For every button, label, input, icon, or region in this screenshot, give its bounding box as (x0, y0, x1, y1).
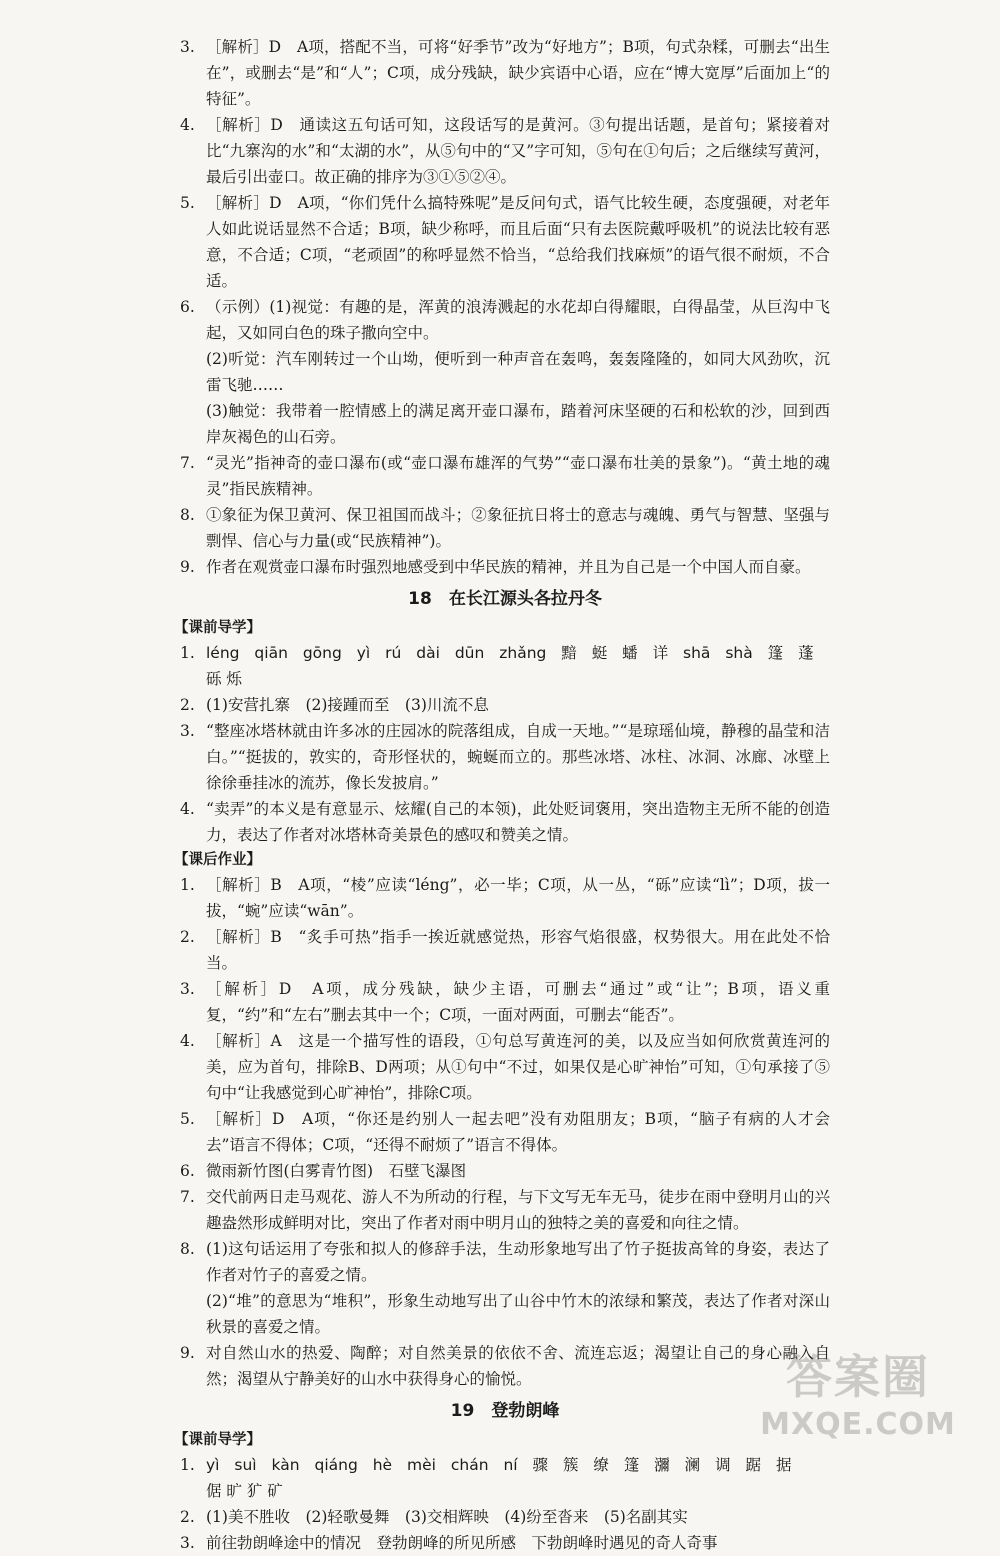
list-item: 5. ［解析］D A项，“你还是约别人一起去吧”没有劝阻朋友；B项，“脑子有病的人才会去”语言不得体；C项，“还得不耐烦了”语言不得体。 (180, 1110, 830, 1154)
list-item: 3. ［解析］D A项，成分残缺，缺少主语，可删去“通过”或“让”；B项，语义重复，“约”和“左右”删去其中一个；C项，一面对两面，可删去“能否”。 (180, 980, 830, 1024)
sub-answer: 倨 旷 犷 矿 (206, 1482, 283, 1500)
section-heading-prelearn: 【课前导学】 (174, 620, 261, 636)
list-item: 4. ［解析］A 这是一个描写性的语段，①句总写黄连河的美，以及应当如何欣赏黄连河的美，应为首句，排除B、D两项；从①句中“不过，如果仅是心旷神怡”可知，①句承接了⑤句中“让我感觉到心旷神怡”，排除C项。 (180, 1032, 830, 1102)
section-heading-homework: 【课后作业】 (174, 852, 261, 868)
list-item: 7. 交代前两日走马观花、游人不为所动的行程，与下文写无车无马，徒步在雨中登明月山的兴趣盎然形成鲜明对比，突出了作者对雨中明月山的独特之美的喜爱和向往之情。 (180, 1188, 830, 1232)
watermark-logo: 答案圈 (786, 1350, 930, 1404)
lesson-19-title: 19 登勃朗峰 (450, 1401, 560, 1421)
sub-answer: 砾 烁 (206, 670, 242, 688)
list-item: 1. léng qiān gōng yì rú dài dūn zhǎng 黯 蜓 蟠 详 shā shà 篷 蓬 (180, 644, 814, 662)
sub-answer: (3)触觉：我带着一腔情感上的满足离开壶口瀑布，踏着河床坚硬的石和松软的沙，回到西岸灰褐色的山石旁。 (206, 402, 830, 446)
section-heading-prelearn: 【课前导学】 (174, 1432, 261, 1448)
sub-answer: (2)听觉：汽车刚转过一个山坳，便听到一种声音在轰鸣，轰轰隆隆的，如同大风劲吹，沉雷飞驰…… (206, 350, 830, 394)
list-item: 3. ［解析］D A项，搭配不当，可将“好季节”改为“好地方”；B项，句式杂糅，可删去“出生在”，或删去“是”和“人”；C项，成分残缺，缺少宾语中心语，应在“博大宽厚”后面加上“的特征”。 (180, 38, 830, 108)
list-item: 2. ［解析］B “炙手可热”指手一挨近就感觉热，形容气焰很盛，权势很大。用在此处不恰当。 (180, 928, 830, 972)
list-item: 6. 微雨新竹图(白雾青竹图) 石壁飞瀑图 (180, 1162, 467, 1180)
list-item: 4. “卖弄”的本义是有意显示、炫耀(自己的本领)，此处贬词褒用，突出造物主无所不能的创造力，表达了作者对冰塔林奇美景色的感叹和赞美之情。 (180, 800, 830, 844)
list-item: 9. 对自然山水的热爱、陶醉；对自然美景的依依不舍、流连忘返；渴望让自己的身心融入自然；渴望从宁静美好的山水中获得身心的愉悦。 (180, 1344, 830, 1388)
watermark-url: MXQE.COM (760, 1407, 956, 1442)
list-item: 9. 作者在观赏壶口瀑布时强烈地感受到中华民族的精神，并且为自己是一个中国人而自豪。 (180, 558, 811, 576)
answers-lesson17 (180, 34, 830, 580)
list-item: 8. ①象征为保卫黄河、保卫祖国而战斗；②象征抗日将士的意志与魂魄、勇气与智慧、坚强与剽悍、信心与力量(或“民族精神”)。 (180, 506, 830, 550)
list-item: 3. “整座冰塔林就由许多冰的庄园冰的院落组成，自成一天地。”“是琼瑶仙境，静穆的晶莹和洁白。”“挺拔的，敦实的，奇形怪状的，蜿蜒而立的。那些冰塔、冰柱、冰洞、冰廊、冰壁上徐徐垂挂冰的流苏，像长发披肩。” (180, 722, 830, 792)
list-item: 4. ［解析］D 通读这五句话可知，这段话写的是黄河。③句提出话题，是首句；紧接着对比“九寨沟的水”和“太湖的水”，从⑤句中的“又”字可知，⑤句在①句后；之后继续写黄河，最后引出壶口。故正确的排序为③①⑤②④。 (180, 116, 830, 186)
list-item: 1. yì suì kàn qiáng hè mèi chán ní 骤 簇 缭 篷 瀰 澜 调 踞 据 (180, 1456, 792, 1474)
list-item: 5. ［解析］D A项，“你们凭什么搞特殊呢”是反问句式，语气比较生硬，态度强硬，对老年人如此说话显然不合适；B项，缺少称呼，而且后面“只有去医院戴呼吸机”的说法比较有恶意，不合适；C项，“老顽固”的称呼显然不恰当，“总给我们找麻烦”的语气很不耐烦，不合适。 (180, 194, 830, 290)
list-item: 1. ［解析］B A项，“棱”应读“léng”，必一毕；C项，从一丛，“砾”应读“lì”；D项，拔一拔，“蜿”应读“wān”。 (180, 876, 830, 920)
list-item: 2. (1)美不胜收 (2)轻歌曼舞 (3)交相辉映 (4)纷至沓来 (5)名副其实 (180, 1508, 688, 1526)
watermark (758, 1347, 958, 1457)
list-item: 2. (1)安营扎寨 (2)接踵而至 (3)川流不息 (180, 696, 489, 714)
list-item: 8. (1)这句话运用了夸张和拟人的修辞手法，生动形象地写出了竹子挺拔高耸的身姿，表达了作者对竹子的喜爱之情。 (180, 1240, 830, 1284)
answer-page (174, 34, 830, 1556)
list-item: 6. （示例）(1)视觉：有趣的是，浑黄的浪涛溅起的水花却白得耀眼，白得晶莹，从巨沟中飞起，又如同白色的珠子撒向空中。 (180, 298, 830, 342)
sub-answer: (2)“堆”的意思为“堆积”，形象生动地写出了山谷中竹木的浓绿和繁茂，表达了作者对深山秋景的喜爱之情。 (206, 1292, 830, 1336)
lesson-18-title: 18 在长江源头各拉丹冬 (408, 589, 602, 609)
list-item: 7. “灵光”指神奇的壶口瀑布(或“壶口瀑布雄浑的气势”“壶口瀑布壮美的景象”)。“黄土地的魂灵”指民族精神。 (180, 454, 830, 498)
list-item: 3. 前往勃朗峰途中的情况 登勃朗峰的所见所感 下勃朗峰时遇见的奇人奇事 (180, 1534, 718, 1552)
